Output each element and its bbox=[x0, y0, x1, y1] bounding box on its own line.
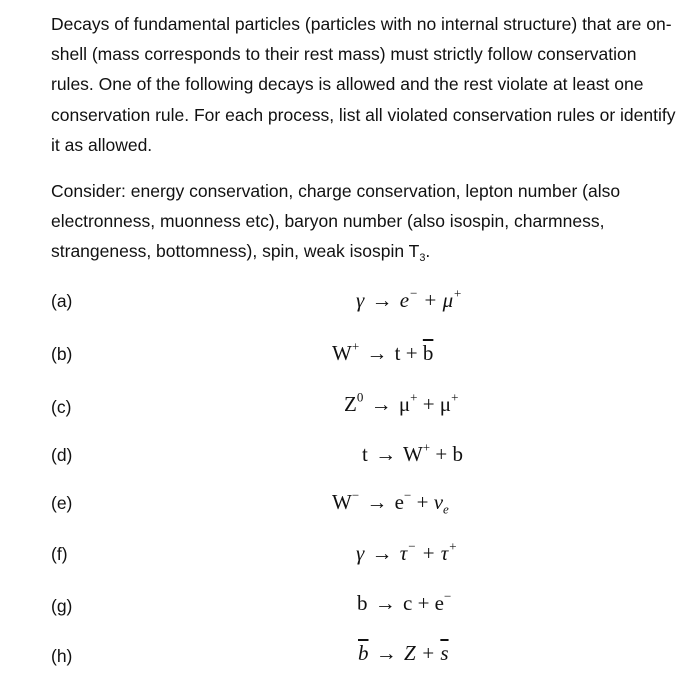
decay-b-equation bbox=[332, 340, 433, 366]
decay-d-product-2: b bbox=[452, 442, 463, 466]
item-e-label: (e) bbox=[51, 493, 73, 513]
item-f-label: (f) bbox=[51, 544, 68, 564]
decay-a-initial: γ bbox=[356, 288, 365, 312]
decay-a-product-2: μ bbox=[442, 288, 454, 312]
decay-g-product-2: e bbox=[434, 591, 444, 615]
item-a-label: (a) bbox=[51, 291, 73, 311]
item-g-label: (g) bbox=[51, 596, 73, 616]
decay-c-product-1-charge: + bbox=[410, 389, 418, 405]
decay-c-plus: + bbox=[422, 392, 435, 416]
decay-c-arrow: → bbox=[370, 392, 392, 416]
decay-a-equation bbox=[356, 287, 462, 313]
decay-b-plus: + bbox=[405, 341, 418, 365]
decay-a-plus: + bbox=[423, 288, 438, 312]
decay-h-plus: + bbox=[420, 641, 436, 665]
decay-h-initial-antiparticle: $\overline{b}$ bbox=[358, 641, 369, 665]
decay-a-product-1-charge: − bbox=[409, 285, 418, 301]
item-d-label: (d) bbox=[51, 445, 73, 465]
decay-b-product-2-antiparticle: $\overline{b}$ bbox=[422, 341, 434, 365]
decay-g-plus: + bbox=[417, 591, 430, 615]
decay-c-initial: Z bbox=[344, 392, 357, 416]
decay-a-arrow: → bbox=[371, 288, 393, 312]
item-c-label: (c) bbox=[51, 397, 72, 417]
decay-d-initial: t bbox=[362, 442, 368, 466]
decay-f-product-2: τ bbox=[440, 541, 449, 565]
decay-f-product-1: τ bbox=[399, 541, 408, 565]
decay-d-product-1-charge: + bbox=[422, 439, 431, 455]
decay-c-initial-charge: 0 bbox=[356, 389, 364, 405]
decay-d-plus: + bbox=[435, 442, 448, 466]
decay-b-arrow: → bbox=[366, 341, 388, 365]
decay-e-plus: + bbox=[416, 490, 429, 514]
decay-b-initial-charge: + bbox=[351, 338, 360, 354]
decay-f-equation bbox=[356, 540, 457, 566]
decay-g-product-2-charge: − bbox=[444, 588, 452, 604]
decay-e-product-1-charge: − bbox=[404, 487, 412, 503]
consider-paragraph bbox=[51, 176, 681, 267]
item-b-label: (b) bbox=[51, 344, 73, 364]
decay-f-initial: γ bbox=[356, 541, 365, 565]
consider-text: Consider: energy conservation, charge conservation, lepton number (also electronness, muonness etc), baryon number (also isospin, charmness, strangeness, bottomness), spin, weak isospin T bbox=[51, 181, 621, 262]
intro-paragraph: Decays of fundamental particles (particles with no internal structure) that are on-shell (mass corresponds to their rest mass) must strictly follow conservation rules. One of the following decays is allowed and the rest violate at least one conservation rule. For each process, list all violated conservation rules or identify it as allowed. bbox=[51, 14, 676, 155]
decay-a-product-2-charge: + bbox=[453, 285, 462, 301]
decay-e-equation bbox=[332, 489, 449, 515]
decay-g-arrow: → bbox=[374, 591, 396, 615]
decay-c-equation bbox=[344, 391, 458, 417]
decay-h-arrow: → bbox=[375, 641, 397, 665]
decay-e-product-1: e bbox=[394, 490, 404, 514]
decay-f-arrow: → bbox=[371, 541, 393, 565]
decay-e-product-2: ν bbox=[433, 490, 444, 514]
decay-g-equation bbox=[357, 590, 451, 616]
decay-c-product-2: μ bbox=[439, 392, 452, 416]
consider-period: . bbox=[425, 241, 431, 262]
decay-c-product-1: μ bbox=[398, 392, 411, 416]
decay-d-product-1: W bbox=[402, 442, 423, 466]
decay-f-product-2-charge: + bbox=[448, 538, 458, 554]
decay-e-initial-charge: − bbox=[351, 487, 360, 503]
decay-e-arrow: → bbox=[366, 490, 388, 514]
decay-f-product-1-charge: − bbox=[407, 538, 417, 554]
decay-f-plus: + bbox=[421, 541, 436, 565]
item-h-label: (h) bbox=[51, 646, 73, 666]
decay-b-product-1: t bbox=[394, 341, 401, 365]
decay-d-arrow: → bbox=[375, 442, 397, 466]
t3-subscript: 3 bbox=[419, 252, 426, 265]
decay-h-product-1: Z bbox=[404, 641, 416, 665]
decay-g-product-1: c bbox=[403, 591, 413, 615]
decay-g-initial: b bbox=[357, 591, 368, 615]
decay-c-product-2-charge: + bbox=[451, 389, 459, 405]
decay-e-product-2-flavor: e bbox=[443, 501, 449, 517]
decay-h-equation bbox=[358, 640, 449, 666]
decay-a-product-1: e bbox=[399, 288, 410, 312]
decay-e-initial: W bbox=[332, 490, 352, 514]
decay-h-product-2-antiparticle: $\overline{s}$ bbox=[440, 641, 449, 665]
decay-d-equation bbox=[362, 441, 463, 467]
decay-b-initial: W bbox=[332, 341, 352, 365]
